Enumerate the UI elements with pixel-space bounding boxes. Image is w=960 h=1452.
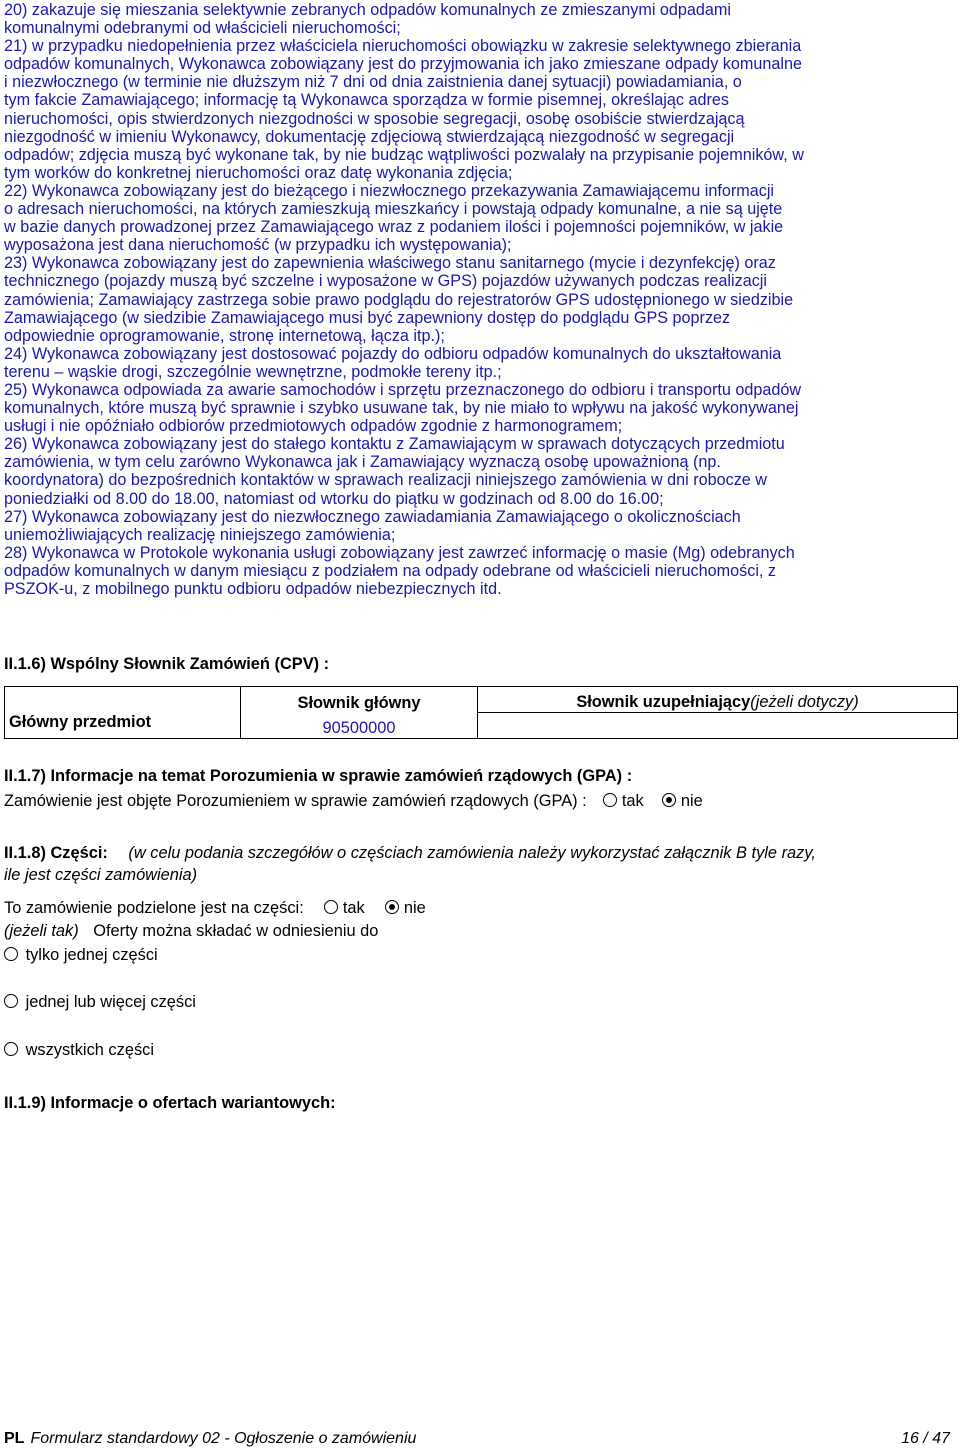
body-text-line: odpowiednie oprogramowanie, stronę internetową, łącza itp.); <box>4 326 445 345</box>
gpa-question-line <box>4 792 703 811</box>
body-text-line: usługi i nie opóźniało odbiorów przedmiotowych odpadów zgodnie z harmonogramem; <box>4 417 623 436</box>
body-text-line: niezgodność w imieniu Wykonawcy, dokumentację zdjęciową stwierdzającą niezgodność w segregacji <box>4 127 735 146</box>
body-text-line: terenu – wąskie drogi, szczególnie wewnętrzne, podmokłe tereny itp.; <box>4 362 502 381</box>
parts-heading-line <box>4 844 816 863</box>
radio-unchecked-icon <box>324 900 338 914</box>
gpa-question: Zamówienie jest objęte Porozumieniem w sprawie zamówień rządowych (GPA) : <box>4 792 587 810</box>
parts-question: To zamówienie podzielone jest na części: <box>4 899 304 917</box>
parts-option-all[interactable] <box>4 1041 154 1060</box>
gpa-radio-yes[interactable] <box>603 792 643 810</box>
body-text-line: nieruchomości, opis stwierdzonych niezgodności w sposobie segregacji, osobę osobiście stwierdzającą <box>4 109 745 128</box>
parts-radio-no[interactable] <box>385 899 425 917</box>
parts-question-line <box>4 899 426 918</box>
radio-unchecked-icon <box>603 793 617 807</box>
cpv-main-code: 90500000 <box>241 713 478 739</box>
body-text-line: 22) Wykonawca zobowiązany jest do bieżącego i niezwłocznego przekazywania Zamawiającemu informacji <box>4 181 775 200</box>
variants-heading: II.1.9) Informacje o ofertach wariantowych: <box>4 1094 336 1112</box>
body-text-line: tym fakcie Zamawiającego; informację tą Wykonawca sporządza w formie pisemnej, określając adres <box>4 91 729 110</box>
body-text-line: wyposażona jest dana nieruchomość (w przypadku ich występowania); <box>4 236 512 255</box>
body-text-line: koordynatora) do bezpośrednich kontaktów w sprawach realizacji niniejszego zamówienia w dni robocze w <box>4 471 768 490</box>
page-footer <box>4 1430 956 1452</box>
footer-lang: PL <box>4 1430 25 1447</box>
parts-option-one[interactable] <box>4 946 158 965</box>
radio-checked-icon <box>662 793 676 807</box>
body-text-line: komunalnych, które muszą być sprawnie i szybko usuwane tak, by nie miało to wpływu na jakość wykonywanej <box>4 399 799 418</box>
body-text-line: o adresach nieruchomości, na których zamieszkują mieszkańcy i powstają odpady komunalne, a nie są ujęte <box>4 200 783 219</box>
body-text-line: 20) zakazuje się mieszania selektywnie zebranych odpadów komunalnych ze zmieszanymi odpadami <box>4 1 732 19</box>
cpv-col-supp-note: (jeżeli dotyczy) <box>750 693 859 711</box>
body-text-line: odpadów komunalnych w danym miesiącu z podziałem na odpady odebrane od właścicieli nieruchomości, z <box>4 561 777 580</box>
parts-offers-label: Oferty można składać w odniesieniu do <box>93 922 379 940</box>
cpv-table <box>4 686 958 739</box>
body-text-line: odpadów; zdjęcia muszą być wykonane tak, by nie budząc wątpliwości pozwalały na przypisanie pojemników, w <box>4 145 804 164</box>
body-text-line: 25) Wykonawca odpowiada za awarie samochodów i sprzętu przeznaczonego do odbioru i transportu odpadów <box>4 380 802 399</box>
cpv-heading: II.1.6) Wspólny Słownik Zamówień (CPV) : <box>4 655 330 673</box>
parts-opt-no-label: nie <box>403 899 426 917</box>
cpv-col-supp <box>478 687 958 713</box>
footer-title: Formularz standardowy 02 - Ogłoszenie o zamówieniu <box>30 1430 417 1447</box>
body-text-line: PSZOK-u, z mobilnego punktu odbioru odpadów niebezpiecznych itd. <box>4 580 502 598</box>
parts-opt-yes-label: tak <box>342 899 365 917</box>
radio-unchecked-icon <box>4 947 18 961</box>
body-text-line: 23) Wykonawca zobowiązany jest do zapewnienia właściwego stanu sanitarnego (mycie i dezynfekcję) oraz <box>4 254 776 273</box>
body-text-line: 26) Wykonawca zobowiązany jest do stałego kontaktu z Zamawiającym w sprawach dotyczących przedmiotu <box>4 435 785 454</box>
parts-option-one-label: tylko jednej części <box>25 946 158 964</box>
parts-if-yes: (jeżeli tak) <box>4 922 79 940</box>
body-text-line: 24) Wykonawca zobowiązany jest dostosować pojazdy do odbioru odpadów komunalnych do ukształtowania <box>4 344 782 363</box>
parts-option-one-or-more-label: jednej lub więcej części <box>25 993 196 1011</box>
radio-unchecked-icon <box>4 994 18 1008</box>
section-body-text <box>4 1 956 598</box>
body-text-line: 27) Wykonawca zobowiązany jest do niezwłocznego zawiadamiania Zamawiającego o okolicznościach <box>4 507 741 526</box>
parts-offers-line <box>4 922 378 941</box>
radio-checked-icon <box>385 900 399 914</box>
body-text-line: poniedziałki od 8.00 do 18.00, natomiast od wtorku do piątku w godzinach od 8.00 do 16.00; <box>4 489 664 508</box>
body-text-line: tym worków do konkretnej nieruchomości oraz datę wykonania zdjęcia; <box>4 163 513 182</box>
body-text-line: zamówienia; Zamawiający zastrzega sobie prawo podglądu do rejestratorów GPS udostępnionego w siedzibie <box>4 290 794 309</box>
radio-unchecked-icon <box>4 1042 18 1056</box>
body-text-line: uniemożliwiających realizację niniejszego zamówienia; <box>4 525 396 544</box>
body-text-line: 28) Wykonawca w Protokole wykonania usługi zobowiązany jest zawrzeć informację o masie (Mg) odebranych <box>4 543 795 562</box>
body-text-line: Zamawiającego (w siedzibie Zamawiającego musi być zapewniony dostęp do podglądu GPS poprzez <box>4 308 731 327</box>
footer-page-number: 16 / 47 <box>901 1430 950 1447</box>
gpa-opt-yes-label: tak <box>621 792 644 810</box>
gpa-heading: II.1.7) Informacje na temat Porozumienia w sprawie zamówień rządowych (GPA) : <box>4 767 633 785</box>
parts-note: (w celu podania szczegółów o częściach zamówienia należy wykorzystać załącznik B tyle razy, <box>128 844 816 862</box>
gpa-radio-no[interactable] <box>662 792 702 810</box>
gpa-opt-no-label: nie <box>680 792 703 810</box>
body-text-line: odpadów komunalnych, Wykonawca zobowiązany jest do przyjmowania ich jako zmieszane odpady komunalne <box>4 55 802 74</box>
cpv-supp-code <box>478 713 958 739</box>
body-text-line: 21) w przypadku niedopełnienia przez właściciela nieruchomości obowiązku w zakresie selektywnego zbierania <box>4 37 802 56</box>
parts-radio-yes[interactable] <box>324 899 364 917</box>
body-text-line: zamówienia, w tym celu zarówno Wykonawca jak i Zamawiający wyznaczą osobę upoważnioną (np. <box>4 453 721 472</box>
cpv-row-label: Główny przedmiot <box>5 713 241 739</box>
cpv-col-main: Słownik główny <box>241 687 478 713</box>
body-text-line: komunalnymi odebranymi od właścicieli nieruchomości; <box>4 19 401 38</box>
body-text-line: technicznego (pojazdy muszą być szczelne i wyposażone w GPS) pojazdów używanych podczas realizacji <box>4 272 767 291</box>
body-text-line: i niezwłocznego (w terminie nie dłuższym niż 7 dni od dnia zaistnienia danej sytuacji) powiadamiania, o <box>4 73 742 92</box>
parts-note-2: ile jest części zamówienia) <box>4 866 198 884</box>
parts-heading: II.1.8) Części: <box>4 844 108 862</box>
parts-option-one-or-more[interactable] <box>4 993 196 1012</box>
cpv-col-supp-label: Słownik uzupełniający <box>576 693 751 711</box>
parts-option-all-label: wszystkich części <box>25 1041 154 1059</box>
body-text-line: w bazie danych prowadzonej przez Zamawiającego wraz z podaniem ilości i pojemności pojemników, w jakie <box>4 218 784 237</box>
